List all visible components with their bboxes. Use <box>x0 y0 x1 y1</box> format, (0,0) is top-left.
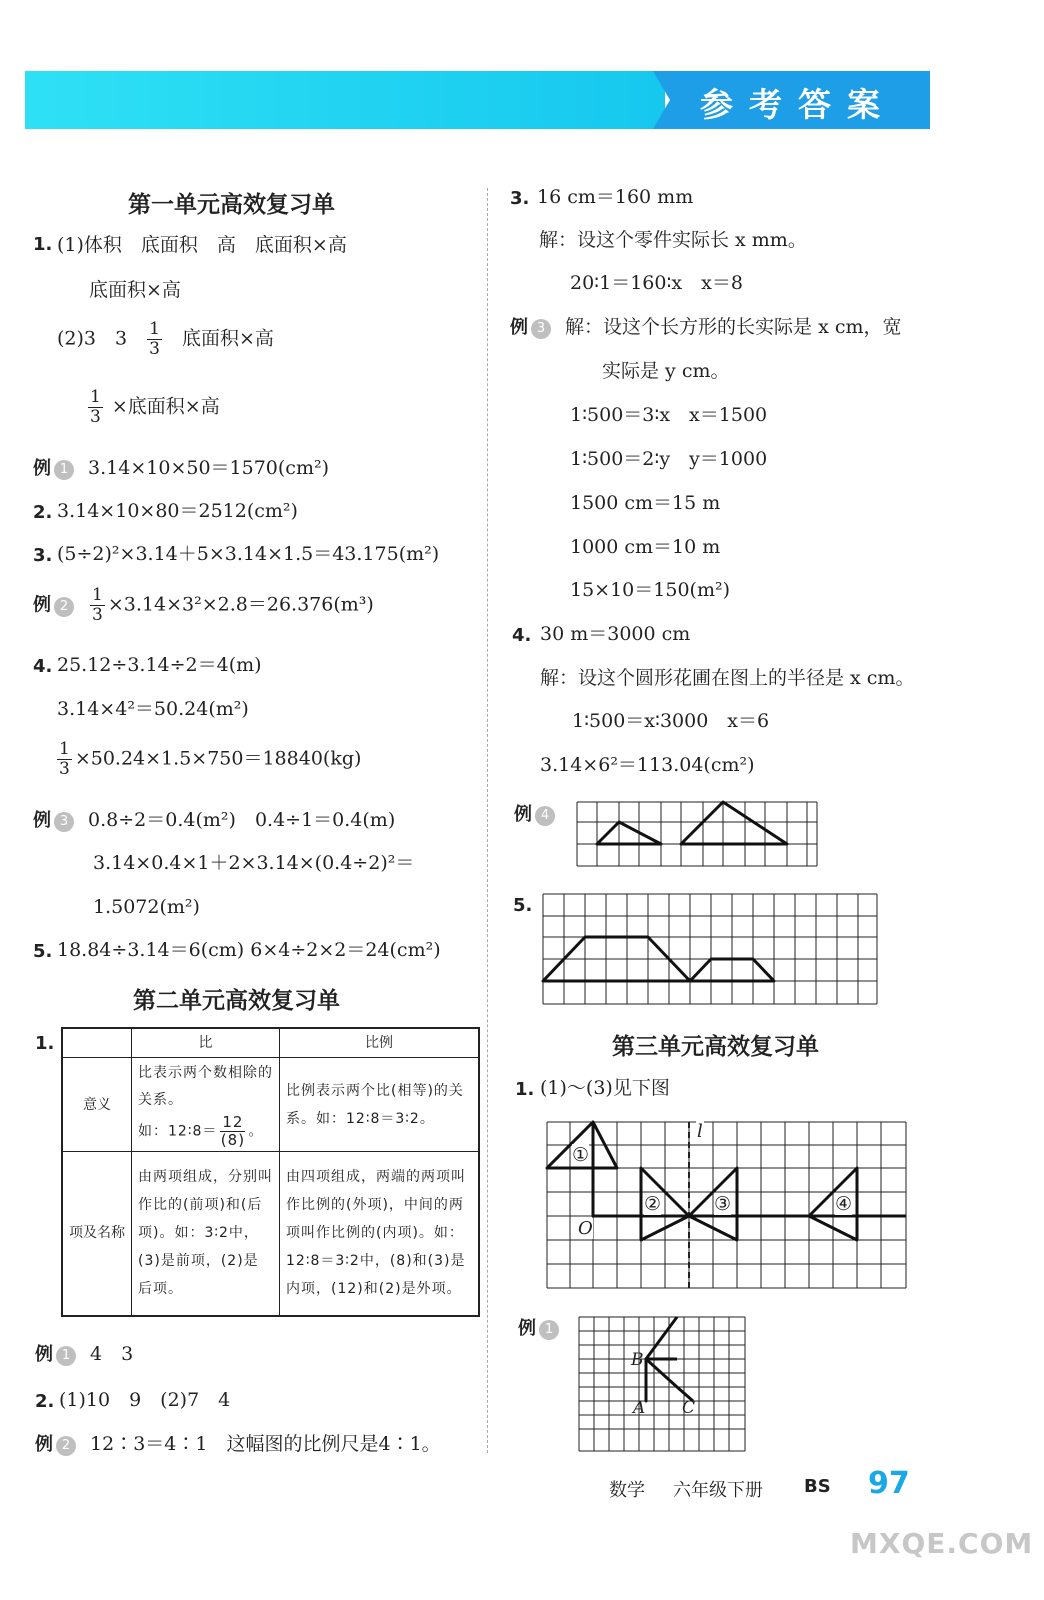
unit1-title: 第一单元高效复习单 <box>128 192 335 218</box>
right-q4-number: 4. <box>512 625 532 646</box>
example-label: 例 <box>33 594 51 616</box>
q3-number: 3. <box>33 545 53 566</box>
unit3-shape-2-label: ② <box>644 1193 662 1215</box>
q4-line-b: 3.14×4²＝50.24(m²) <box>57 698 249 720</box>
table-cell-proportion-terms: 由四项组成，两端的两项叫作比例的(外项)，中间的两项叫作比例的(内项)。如：12∶8＝3∶2中，(8)和(3)是内项，(12)和(2)是外项。 <box>280 1152 480 1316</box>
right-example-3 <box>510 315 902 340</box>
right-q5-number: 5. <box>513 895 533 916</box>
example-number-badge: 2 <box>54 597 74 617</box>
grid-figure-example-4 <box>575 800 820 870</box>
q1-line-d <box>88 388 220 427</box>
right-example-4 <box>514 802 555 827</box>
right-q3-number: 3. <box>510 188 530 209</box>
unit3-title: 第三单元高效复习单 <box>612 1034 819 1060</box>
point-a-label: A <box>633 1398 646 1418</box>
q5-number: 5. <box>33 941 53 962</box>
right-q3-line-c: 20∶1＝160∶x x＝8 <box>570 272 743 294</box>
unit3-axis-l-label: l <box>697 1121 703 1142</box>
header-banner <box>25 71 930 129</box>
right-q4-line-d: 3.14×6²＝113.04(cm²) <box>540 754 755 776</box>
right-q4-line-b: 解：设这个圆形花圃在图上的半径是 x cm。 <box>540 667 915 689</box>
example-3-line-a: 0.8÷2＝0.4(m²) 0.4÷1＝0.4(m) <box>88 809 396 831</box>
unit2-example-1-text: 4 3 <box>90 1343 134 1365</box>
table-cell-proportion-meaning: 比例表示两个比(相等)的关系。如：12∶8＝3∶2。 <box>280 1058 480 1152</box>
page-number: 97 <box>868 1466 910 1501</box>
ratio-meaning-text: 比表示两个数相除的关系。 <box>138 1065 273 1108</box>
fraction-numerator: 1 <box>149 319 160 339</box>
example-label: 例 <box>35 1434 53 1455</box>
q1-line-c <box>57 320 274 359</box>
table-cell-ratio-meaning <box>132 1058 280 1152</box>
example-1 <box>33 456 329 481</box>
table-header-ratio: 比 <box>132 1028 280 1058</box>
q1-line-c-post: 底面积×高 <box>182 327 274 350</box>
fraction-one-third <box>147 320 162 359</box>
ratio-meaning-example <box>138 1114 273 1149</box>
q2-text: 3.14×10×80＝2512(cm²) <box>57 500 298 522</box>
q4-line-c-text: ×50.24×1.5×750＝18840(kg) <box>74 747 362 770</box>
example-number-badge: 3 <box>531 319 551 339</box>
q1-line-c-pre: (2)3 3 <box>57 327 128 350</box>
fraction-denominator: 3 <box>90 407 101 427</box>
q1-line-b: 底面积×高 <box>89 279 181 301</box>
q3-text: (5÷2)²×3.14＋5×3.14×1.5＝43.175(m²) <box>57 543 440 565</box>
fraction-denominator: 3 <box>149 339 160 359</box>
q1-line-a: (1)体积 底面积 高 底面积×高 <box>57 234 347 256</box>
point-b-label: B <box>631 1350 644 1370</box>
grid-figure-q5 <box>541 892 881 1008</box>
unit2-example-1 <box>35 1342 133 1367</box>
example-label: 例 <box>518 1318 536 1339</box>
unit2-q2-number: 2. <box>35 1391 55 1412</box>
table-corner <box>62 1028 132 1058</box>
unit3-shape-1-label: ① <box>572 1144 590 1166</box>
q4-line-a: 25.12÷3.14÷2＝4(m) <box>57 654 262 676</box>
point-c-label: C <box>682 1398 696 1418</box>
example-label: 例 <box>35 1344 53 1365</box>
example-number-badge: 1 <box>539 1320 559 1340</box>
example-3-line-c: 1.5072(m²) <box>93 896 200 918</box>
unit2-q2-text: (1)10 9 (2)7 4 <box>59 1389 231 1411</box>
unit3-q1-number: 1. <box>515 1079 535 1100</box>
example-number-badge: 1 <box>56 1346 76 1366</box>
ratio-table-grid <box>61 1027 480 1317</box>
example-3-line-b: 3.14×0.4×1＋2×3.14×(0.4÷2)²＝ <box>93 852 415 874</box>
watermark: MXQE.COM <box>850 1527 1034 1560</box>
ratio-fraction-denominator: (8) <box>220 1131 246 1149</box>
ratio-meaning-end: 。 <box>248 1123 264 1140</box>
right-example-3-line-c: 1∶500＝3∶x x＝1500 <box>570 404 768 426</box>
table-cell-ratio-terms: 由两项组成，分别叫作比的(前项)和(后项)。如：3∶2中，(3)是前项，(2)是后项。 <box>132 1152 280 1316</box>
example-number-badge: 4 <box>535 806 555 826</box>
ratio-fraction-numerator: 12 <box>222 1113 244 1131</box>
example-number-badge: 3 <box>54 812 74 832</box>
unit2-example-2 <box>35 1432 441 1457</box>
table-row-terms-label: 项及名称 <box>62 1152 132 1316</box>
fraction-numerator: 1 <box>90 387 101 407</box>
unit3-q1-text: (1)～(3)见下图 <box>540 1077 670 1099</box>
grid-figure-unit3-example-1 <box>577 1315 749 1455</box>
unit2-q1-number: 1. <box>35 1033 55 1054</box>
footer-subject: 数学 <box>609 1480 645 1501</box>
unit3-origin-label: O <box>578 1218 593 1239</box>
ratio-table <box>61 1027 480 1317</box>
unit3-example-1 <box>518 1316 559 1341</box>
table-header-proportion: 比例 <box>280 1028 480 1058</box>
example-2 <box>33 586 374 625</box>
unit3-shape-4-label: ④ <box>835 1193 853 1215</box>
example-2-text: ×3.14×3²×2.8＝26.376(m³) <box>107 593 374 616</box>
example-label: 例 <box>33 458 51 479</box>
right-example-3-line-b: 实际是 y cm。 <box>602 360 730 382</box>
q4-line-c <box>57 740 361 779</box>
unit2-example-2-text: 12∶3＝4∶1 这幅图的比例尺是4∶1。 <box>90 1433 441 1455</box>
table-row-meaning-label: 意义 <box>62 1058 132 1152</box>
unit2-title: 第二单元高效复习单 <box>133 988 340 1014</box>
right-q3-line-a: 16 cm＝160 mm <box>537 186 694 208</box>
unit3-shape-3-label: ③ <box>714 1193 732 1215</box>
example-3 <box>33 808 395 833</box>
q4-number: 4. <box>33 656 53 677</box>
footer-edition: BS <box>804 1476 831 1497</box>
example-1-text: 3.14×10×50＝1570(cm²) <box>88 457 329 479</box>
example-label: 例 <box>33 810 51 831</box>
right-example-3-line-d: 1∶500＝2∶y y＝1000 <box>570 448 768 470</box>
fraction-one-third <box>90 586 105 625</box>
example-label: 例 <box>510 317 528 338</box>
right-example-3-line-e: 1500 cm＝15 m <box>570 492 721 514</box>
right-example-3-line-f: 1000 cm＝10 m <box>570 536 721 558</box>
right-q4-line-a: 30 m＝3000 cm <box>540 623 691 645</box>
example-number-badge: 2 <box>56 1436 76 1456</box>
q1-line-d-post: ×底面积×高 <box>111 395 220 418</box>
q2-number: 2. <box>33 502 53 523</box>
example-number-badge: 1 <box>54 460 74 480</box>
ratio-fraction <box>220 1114 245 1149</box>
fraction-one-third <box>88 388 103 427</box>
fraction-numerator: 1 <box>59 739 70 759</box>
column-divider <box>487 188 488 1453</box>
right-example-3-line-a: 解：设这个长方形的长实际是 x cm，宽 <box>565 316 902 338</box>
ratio-meaning-example-text: 如：12∶8＝ <box>138 1123 218 1140</box>
q5-text: 18.84÷3.14＝6(cm) 6×4÷2×2＝24(cm²) <box>57 939 441 961</box>
fraction-denominator: 3 <box>59 759 70 779</box>
fraction-numerator: 1 <box>92 585 103 605</box>
header-title: 参考答案 <box>700 85 896 124</box>
example-label: 例 <box>514 804 532 825</box>
right-q4-line-c: 1∶500＝x∶3000 x＝6 <box>572 710 770 732</box>
fraction-denominator: 3 <box>92 605 103 625</box>
footer-grade: 六年级下册 <box>673 1480 763 1501</box>
right-q3-line-b: 解：设这个零件实际长 x mm。 <box>539 229 807 251</box>
right-example-3-line-g: 15×10＝150(m²) <box>570 579 730 601</box>
q1-number: 1. <box>33 234 53 255</box>
fraction-one-third <box>57 740 72 779</box>
